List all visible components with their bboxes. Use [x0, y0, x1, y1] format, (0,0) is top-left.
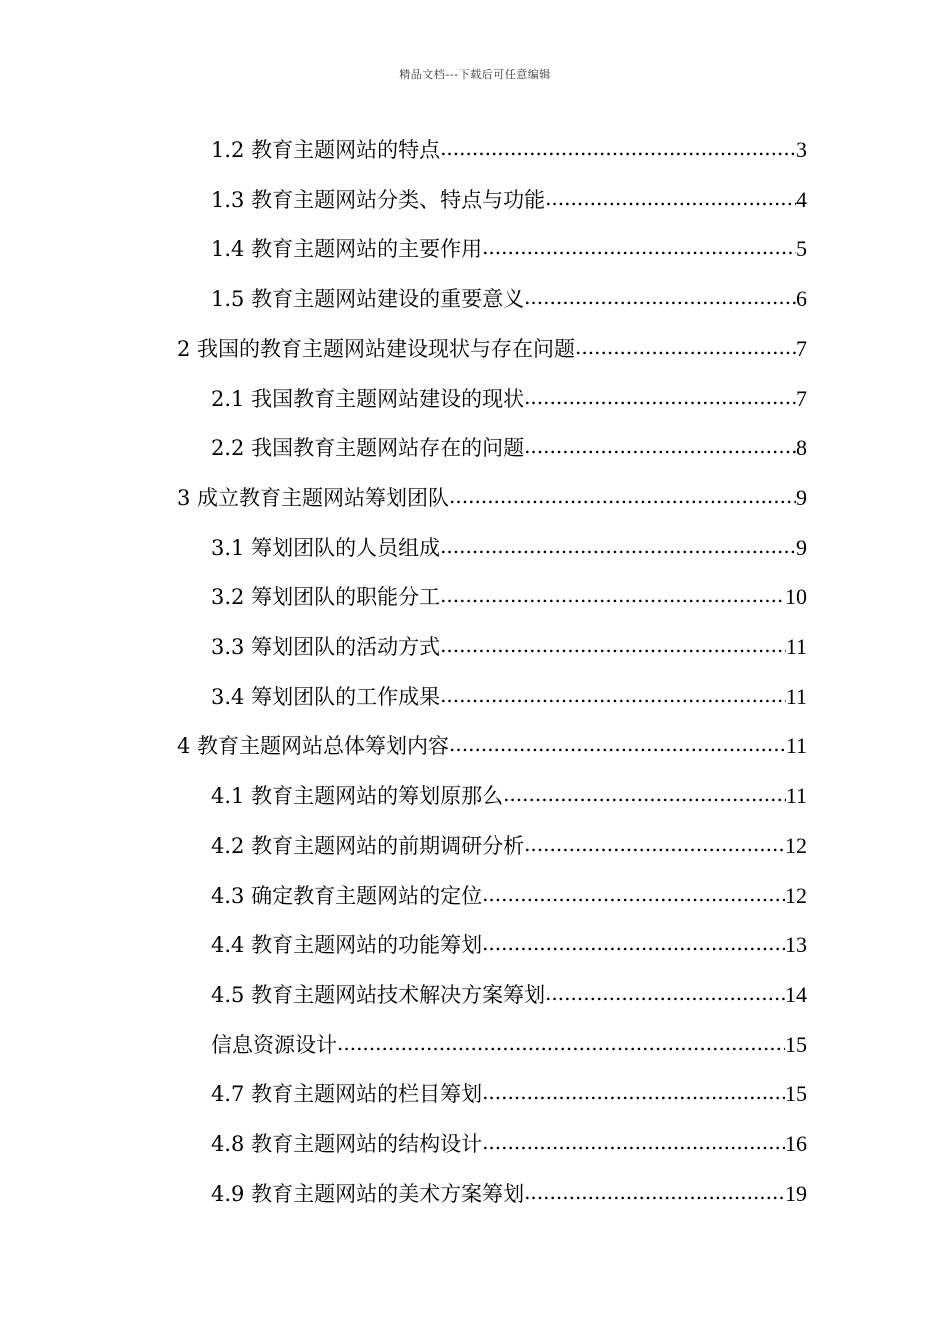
toc-entry-page: 12 [785, 832, 807, 858]
toc-entry-title: 4 教育主题网站总体筹划内容 [177, 734, 450, 759]
toc-entry[interactable] [211, 227, 807, 271]
toc-entry-page: 13 [785, 932, 807, 958]
toc-leader-dots [524, 426, 796, 468]
toc-entry-title: 4.5 教育主题网站技术解决方案筹划 [211, 982, 546, 1007]
toc-leader-dots [482, 1072, 785, 1114]
toc-entry-title: 3.4 筹划团队的工作成果 [211, 684, 441, 709]
toc-entry[interactable] [211, 128, 807, 172]
toc-entry-title: 4.9 教育主题网站的美术方案筹划 [211, 1181, 525, 1206]
toc-entry[interactable] [211, 1023, 807, 1067]
toc-entry-page: 15 [785, 1081, 807, 1107]
toc-entry[interactable] [211, 824, 807, 868]
toc-leader-dots [482, 874, 785, 916]
toc-leader-dots [449, 724, 786, 766]
toc-entry[interactable] [211, 923, 807, 967]
toc-entry-page: 6 [796, 286, 807, 312]
toc-entry[interactable] [211, 377, 807, 421]
toc-leader-dots [440, 526, 796, 568]
toc-entry[interactable] [211, 426, 807, 470]
toc-entry[interactable] [211, 675, 807, 719]
toc-entry-title: 3.2 筹划团队的职能分工 [211, 585, 441, 610]
toc-entry-title: 1.3 教育主题网站分类、特点与功能 [211, 187, 546, 212]
toc-entry-page: 7 [796, 385, 807, 411]
toc-entry-page: 15 [785, 1031, 807, 1057]
toc-entry-title: 4.7 教育主题网站的栏目筹划 [211, 1082, 483, 1107]
toc-entry[interactable] [177, 724, 807, 768]
toc-entry-page: 8 [796, 435, 807, 461]
toc-entry-title: 4.1 教育主题网站的筹划原那么 [211, 784, 504, 809]
toc-entry[interactable] [211, 1122, 807, 1166]
toc-entry-title: 4.4 教育主题网站的功能筹划 [211, 933, 483, 958]
toc-entry-title: 1.5 教育主题网站建设的重要意义 [211, 287, 525, 312]
toc-entry-title: 4.3 确定教育主题网站的定位 [211, 883, 483, 908]
toc-leader-dots [545, 973, 785, 1015]
toc-entry-title: 3 成立教育主题网站筹划团队 [177, 485, 450, 510]
toc-leader-dots [440, 128, 796, 170]
toc-leader-dots [503, 774, 786, 816]
toc-entry[interactable] [211, 178, 807, 222]
toc-entry-page: 19 [785, 1180, 807, 1206]
toc-entry-page: 3 [796, 137, 807, 162]
toc-leader-dots [524, 277, 796, 319]
toc-entry-page: 11 [785, 683, 807, 709]
toc-leader-dots [482, 1122, 785, 1164]
toc-leader-dots [545, 178, 796, 220]
toc-leader-dots [440, 575, 785, 617]
toc-entry-page: 10 [785, 584, 807, 610]
toc-entry[interactable] [211, 277, 807, 321]
toc-leader-dots [440, 625, 786, 667]
toc-entry-page: 14 [785, 981, 807, 1007]
toc-leader-dots [524, 377, 796, 419]
toc-entry[interactable] [211, 973, 807, 1017]
toc-entry-title: 1.4 教育主题网站的主要作用 [211, 237, 483, 262]
toc-entry-title: 2.2 我国教育主题网站存在的问题 [211, 436, 525, 461]
toc-entry-page: 9 [796, 534, 807, 560]
toc-entry-page: 11 [785, 733, 807, 759]
page-header: 精品文档---下载后可任意编辑 [399, 68, 551, 81]
toc-entry[interactable] [211, 1172, 807, 1216]
toc-entry-page: 11 [785, 634, 807, 659]
toc-entry[interactable] [211, 625, 807, 669]
toc-entry-title: 1.2 教育主题网站的特点 [211, 138, 441, 162]
toc-leader-dots [575, 327, 796, 369]
toc-entry-title: 4.2 教育主题网站的前期调研分析 [211, 833, 525, 858]
toc-entry-page: 12 [785, 882, 807, 908]
toc-entry[interactable] [211, 874, 807, 918]
toc-entry[interactable] [211, 526, 807, 570]
toc-entry-title: 3.3 筹划团队的活动方式 [211, 635, 441, 659]
toc-entry-page: 9 [796, 484, 807, 510]
toc-leader-dots [337, 1023, 785, 1065]
toc-leader-dots [449, 476, 796, 518]
toc-entry-page: 7 [796, 335, 807, 361]
toc-entry-page: 4 [796, 186, 807, 212]
toc-entry[interactable] [211, 1072, 807, 1116]
toc-entry[interactable] [177, 327, 807, 371]
toc-leader-dots [524, 1172, 785, 1214]
toc-entry-page: 5 [796, 236, 807, 262]
toc-entry[interactable] [211, 575, 807, 619]
toc-entry-title: 2.1 我国教育主题网站建设的现状 [211, 386, 525, 411]
toc-leader-dots [482, 227, 796, 269]
toc-entry-title: 3.1 筹划团队的人员组成 [211, 535, 441, 560]
toc-leader-dots [482, 923, 785, 965]
toc-entry-title: 4.8 教育主题网站的结构设计 [211, 1132, 483, 1156]
toc-entry[interactable] [211, 774, 807, 818]
toc-leader-dots [524, 824, 785, 866]
toc-entry-page: 16 [785, 1131, 807, 1156]
toc-entry[interactable] [177, 476, 807, 520]
toc-entry-title: 信息资源设计 [211, 1032, 337, 1057]
toc-entry-page: 11 [785, 783, 807, 809]
toc-entry-title: 2 我国的教育主题网站建设现状与存在问题 [177, 336, 576, 361]
toc-leader-dots [440, 675, 786, 717]
